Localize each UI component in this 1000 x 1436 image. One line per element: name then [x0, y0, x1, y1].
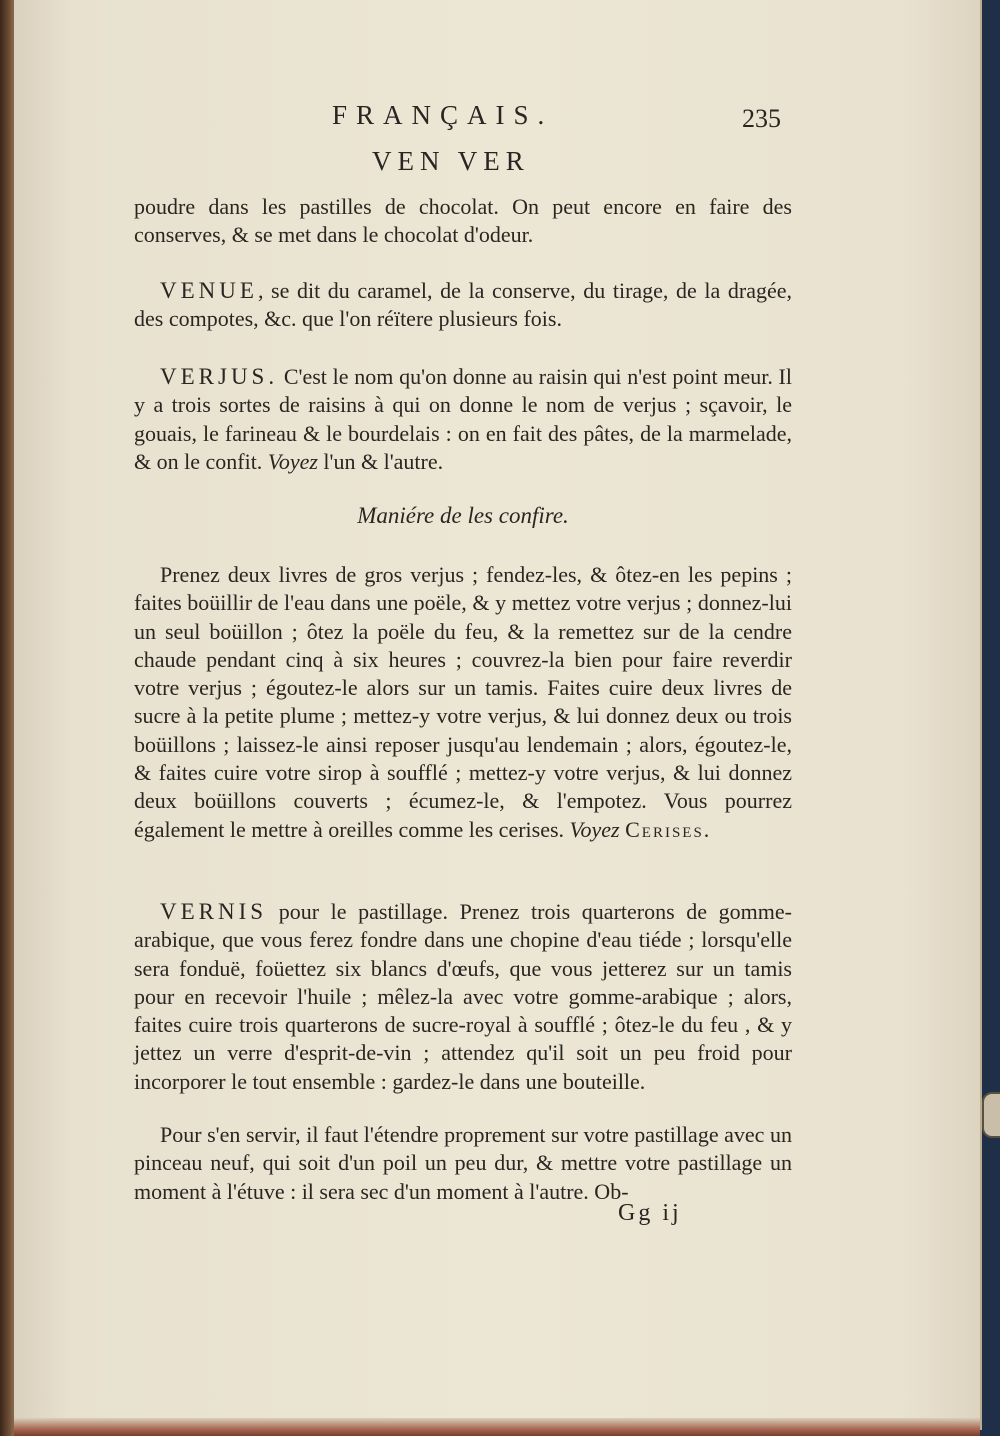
entry-verjus — [134, 363, 792, 476]
running-head: FRANÇAIS. — [332, 100, 554, 130]
entry-headword: VENUE — [160, 278, 258, 303]
cross-reference-word: Voyez — [569, 816, 620, 842]
signature-mark: Gg ij — [618, 1200, 682, 1226]
recipe-paragraph — [134, 561, 792, 844]
paragraph-text: poudre dans les pastilles de chocolat. On peut encore en faire des conserves, & se met dans le chocolat d'odeur. — [134, 194, 792, 248]
entry-headword: VERNIS — [160, 899, 268, 924]
entry-text: , se dit du caramel, de la conserve, du tirage, de la dragée, des compotes, &c. que l'on réïtere plusieurs fois. — [134, 278, 792, 332]
section-title: Maniére de les confire. — [357, 503, 569, 528]
entry-vernis — [134, 898, 792, 1096]
entry-text: l'un & l'autre. — [317, 448, 444, 474]
book-spine-edge — [0, 0, 14, 1436]
entry-text: C'est le nom qu'on donne au raisin qui n'est point meur. Il y a trois sortes de raisins à qui on donne le nom de verjus ; sçavoir, le gouais, le farineau & le bourdelais : on en fait des pâtes, de la marmelade, & on le confit. — [134, 364, 792, 474]
cross-reference-target: Cerises. — [625, 816, 712, 842]
guide-words: VEN VER — [372, 146, 530, 176]
page-number: 235 — [742, 104, 781, 133]
recipe-text: Prenez deux livres de gros verjus ; fendez-les, & ôtez-en les pepins ; faites boüillir de l'eau dans une poële, & y mettez votre verjus ; donnez-lui un seul boüillon ; ôtez la poële du feu, & la remettez sur de la cendre chaude pendant cinq à six heures ; couvrez-la bien pour faire reverdir votre verjus ; égoutez-le alors sur un tamis. Faites cuire deux livres de sucre à la petite plume ; mettez-y votre verjus, & lui donnez deux ou trois boüillons ; laissez-le ainsi reposer jusqu'au lendemain ; alors, égoutez-le, & faites cuire votre sirop à soufflé ; mettez-y votre verjus, & lui donnez deux boüillons couverts ; écumez-le, & l'empotez. Vous pourrez également le mettre à oreilles comme les cerises. — [134, 562, 792, 842]
usage-paragraph — [134, 1121, 792, 1206]
page-bottom-edge — [14, 1418, 980, 1436]
paragraph-continuation — [134, 193, 792, 250]
entry-text: pour le pastillage. Prenez trois quarterons de gomme-arabique, que vous ferez fondre dans une chopine d'eau tiéde ; lorsqu'elle sera fonduë, foüettez six blancs d'œufs, que vous jetterez sur un tamis pour en recevoir l'huile ; mêlez-la avec votre gomme-arabique ; alors, faites cuire trois quarterons de sucre-royal à soufflé ; ôtez-le du feu , & y jettez un verre d'esprit-de-vin ; attendez qu'il soit un peu froid pour incorporer le tout ensemble : gardez-le dans une bouteille. — [134, 899, 792, 1094]
entry-venue — [134, 277, 792, 334]
cross-reference-word: Voyez — [267, 448, 318, 474]
page-clip — [982, 1092, 1000, 1138]
usage-text: Pour s'en servir, il faut l'étendre proprement sur votre pastillage avec un pinceau neuf, qui soit d'un poil un peu dur, & mettre votre pastillage un moment à l'étuve : il sera sec d'un moment à l'autre. Ob- — [134, 1122, 792, 1204]
entry-headword: VERJUS. — [160, 364, 279, 389]
